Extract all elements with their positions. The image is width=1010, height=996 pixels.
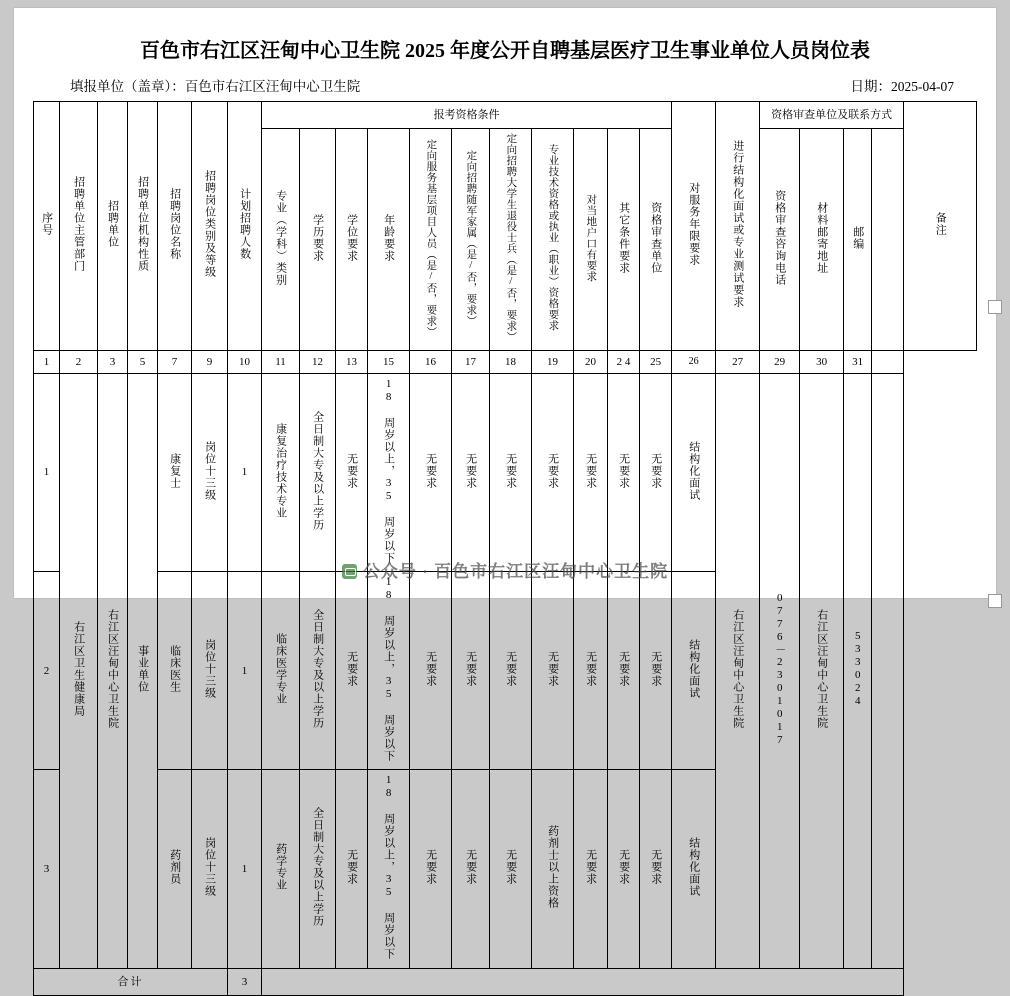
document-page [14,8,996,988]
column-number-row [34,350,977,373]
report-unit-label: 填报单位（盖章）：百色市右江区汪甸中心卫生院 [70,79,361,94]
colnum: 10 [228,350,262,373]
cell-post-type-level: 岗位十三级 [192,770,228,968]
header-education: 学历要求 [311,213,324,262]
table-total-row [34,968,977,995]
header-recruit-family: 定向招聘随军家属（是/否，要求） [465,149,477,326]
cell-other: 无要求 [608,572,640,770]
table-header-row-1 [34,102,977,129]
cell-grassroots-service: 无要求 [410,373,452,571]
cell-major: 康复治疗技术专业 [262,373,300,571]
cell-unit-nature: 事业单位 [128,373,158,968]
cell-veteran: 无要求 [490,770,532,968]
colnum: 29 [760,350,800,373]
cell-mail-address: 右江区汪甸中心卫生院 [800,373,844,968]
header-postcode: 邮编 [851,225,864,250]
cell-other: 无要求 [608,373,640,571]
cell-service-years: 无要求 [640,572,672,770]
cell-title-cert: 药剂士以上资格 [532,770,574,968]
colnum: 16 [410,350,452,373]
header-post-type-level: 招聘岗位类别及等级 [203,170,216,279]
cell-plan-count: 1 [228,572,262,770]
cell-recruit-family: 无要求 [452,572,490,770]
colnum: 27 [716,350,760,373]
cell-education: 全日制大专及以上学历 [300,373,336,571]
cell-seq: 3 [34,770,60,968]
cell-interview-type: 结构化面试 [672,770,716,968]
cell-service-years: 无要求 [640,373,672,571]
colnum: 2 4 [608,350,640,373]
header-mail-address: 材料邮寄地址 [815,201,828,274]
header-local-household: 对当地户口有要求 [585,193,597,282]
cell-degree: 无要求 [336,572,368,770]
colnum: 1 [34,350,60,373]
cell-age: 18 周岁以上，35 周岁以下 [368,373,410,571]
cell-local-household: 无要求 [574,373,608,571]
header-interview-type: 进行结构化面试或专业测试要求 [731,140,744,309]
cell-local-household: 无要求 [574,572,608,770]
colnum [872,350,904,373]
cell-veteran: 无要求 [490,572,532,770]
job-position-table [33,101,977,996]
cell-post-type-level: 岗位十三级 [192,373,228,571]
cell-post-type-level: 岗位十三级 [192,572,228,770]
resize-handle-right[interactable] [988,300,1002,314]
cell-age: 18 周岁以上，35 周岁以下 [368,770,410,968]
cell-other: 无要求 [608,770,640,968]
cell-local-household: 无要求 [574,770,608,968]
header-review-unit: 资格审查单位 [649,201,662,274]
colnum: 7 [158,350,192,373]
cell-title-cert: 无要求 [532,572,574,770]
colnum: 20 [574,350,608,373]
colnum: 13 [336,350,368,373]
cell-interview-type: 结构化面试 [672,572,716,770]
header-service-years: 对服务年限要求 [687,182,700,267]
cell-post-name: 临床医生 [158,572,192,770]
cell-post-name: 药剂员 [158,770,192,968]
header-plan-count: 计划招聘人数 [238,188,251,261]
watermark-text: 公众号 · 百色市右江区汪甸中心卫生院 [362,562,669,581]
header-other: 其它条件要求 [617,201,630,274]
table-row [34,373,977,571]
cell-title-cert: 无要求 [532,373,574,571]
header-seq: 序号 [40,212,53,237]
cell-postcode: 533024 [844,373,872,968]
page-title: 百色市右江区汪甸中心卫生院 2025 年度公开自聘基层医疗卫生事业单位人员岗位表 [140,40,870,62]
colnum: 2 [60,350,98,373]
colnum: 31 [844,350,872,373]
header-veteran: 定向招聘大学生退役士兵（是/否，要求） [505,133,517,343]
header-group-qualification: 报考资格条件 [262,102,672,129]
header-review-phone: 资格审查咨询电话 [773,189,786,286]
header-group-review-contact: 资格审查单位及联系方式 [760,102,904,129]
colnum: 25 [640,350,672,373]
date-label: 日期：2025-04-07 [850,79,954,94]
header-remark: 备注 [934,212,947,237]
colnum: 30 [800,350,844,373]
cell-interview-type: 结构化面试 [672,373,716,571]
meta-row [70,75,974,95]
colnum: 17 [452,350,490,373]
header-post-name: 招聘岗位名称 [168,188,181,261]
colnum: 18 [490,350,532,373]
header-degree: 学位要求 [345,213,358,262]
total-count: 3 [228,968,262,995]
colnum: 11 [262,350,300,373]
cell-seq: 1 [34,373,60,571]
cell-major: 药学专业 [262,770,300,968]
cell-grassroots-service: 无要求 [410,770,452,968]
cell-review-phone: 0776－2301017 [760,373,800,968]
colnum: 5 [128,350,158,373]
cell-plan-count: 1 [228,770,262,968]
cell-service-years: 无要求 [640,770,672,968]
cell-seq: 2 [34,572,60,770]
header-grassroots-service: 定向服务基层项目人员（是/否，要求） [425,138,437,337]
cell-plan-count: 1 [228,373,262,571]
header-age: 年龄要求 [382,213,395,262]
colnum: 15 [368,350,410,373]
cell-degree: 无要求 [336,770,368,968]
cell-review-unit: 右江区汪甸中心卫生院 [716,373,760,968]
header-major: 专业（学科）类别 [274,189,287,286]
colnum: 3 [98,350,128,373]
cell-recruit-family: 无要求 [452,373,490,571]
colnum: 9 [192,350,228,373]
cell-recruit-family: 无要求 [452,770,490,968]
cell-age: 18 周岁以上，35 周岁以下 [368,572,410,770]
header-recruit-unit: 招聘单位 [106,200,119,249]
header-unit-nature: 招聘单位机构性质 [136,176,149,273]
cell-post-name: 康复士 [158,373,192,571]
cell-education: 全日制大专及以上学历 [300,572,336,770]
cell-degree: 无要求 [336,373,368,571]
cell-competent-dept: 右江区卫生健康局 [60,373,98,968]
colnum: 12 [300,350,336,373]
header-competent-dept: 招聘单位主管部门 [72,176,85,273]
total-empty [262,968,904,995]
cell-grassroots-service: 无要求 [410,572,452,770]
header-title-cert: 专业技术资格或执业（职业）资格要求 [547,144,559,332]
cell-major: 临床医学专业 [262,572,300,770]
total-label: 合计 [34,968,228,995]
cell-recruit-unit: 右江区汪甸中心卫生院 [98,373,128,968]
colnum: 26 [672,350,716,373]
cell-education: 全日制大专及以上学历 [300,770,336,968]
cell-veteran: 无要求 [490,373,532,571]
cell-remark [872,373,904,968]
colnum: 19 [532,350,574,373]
